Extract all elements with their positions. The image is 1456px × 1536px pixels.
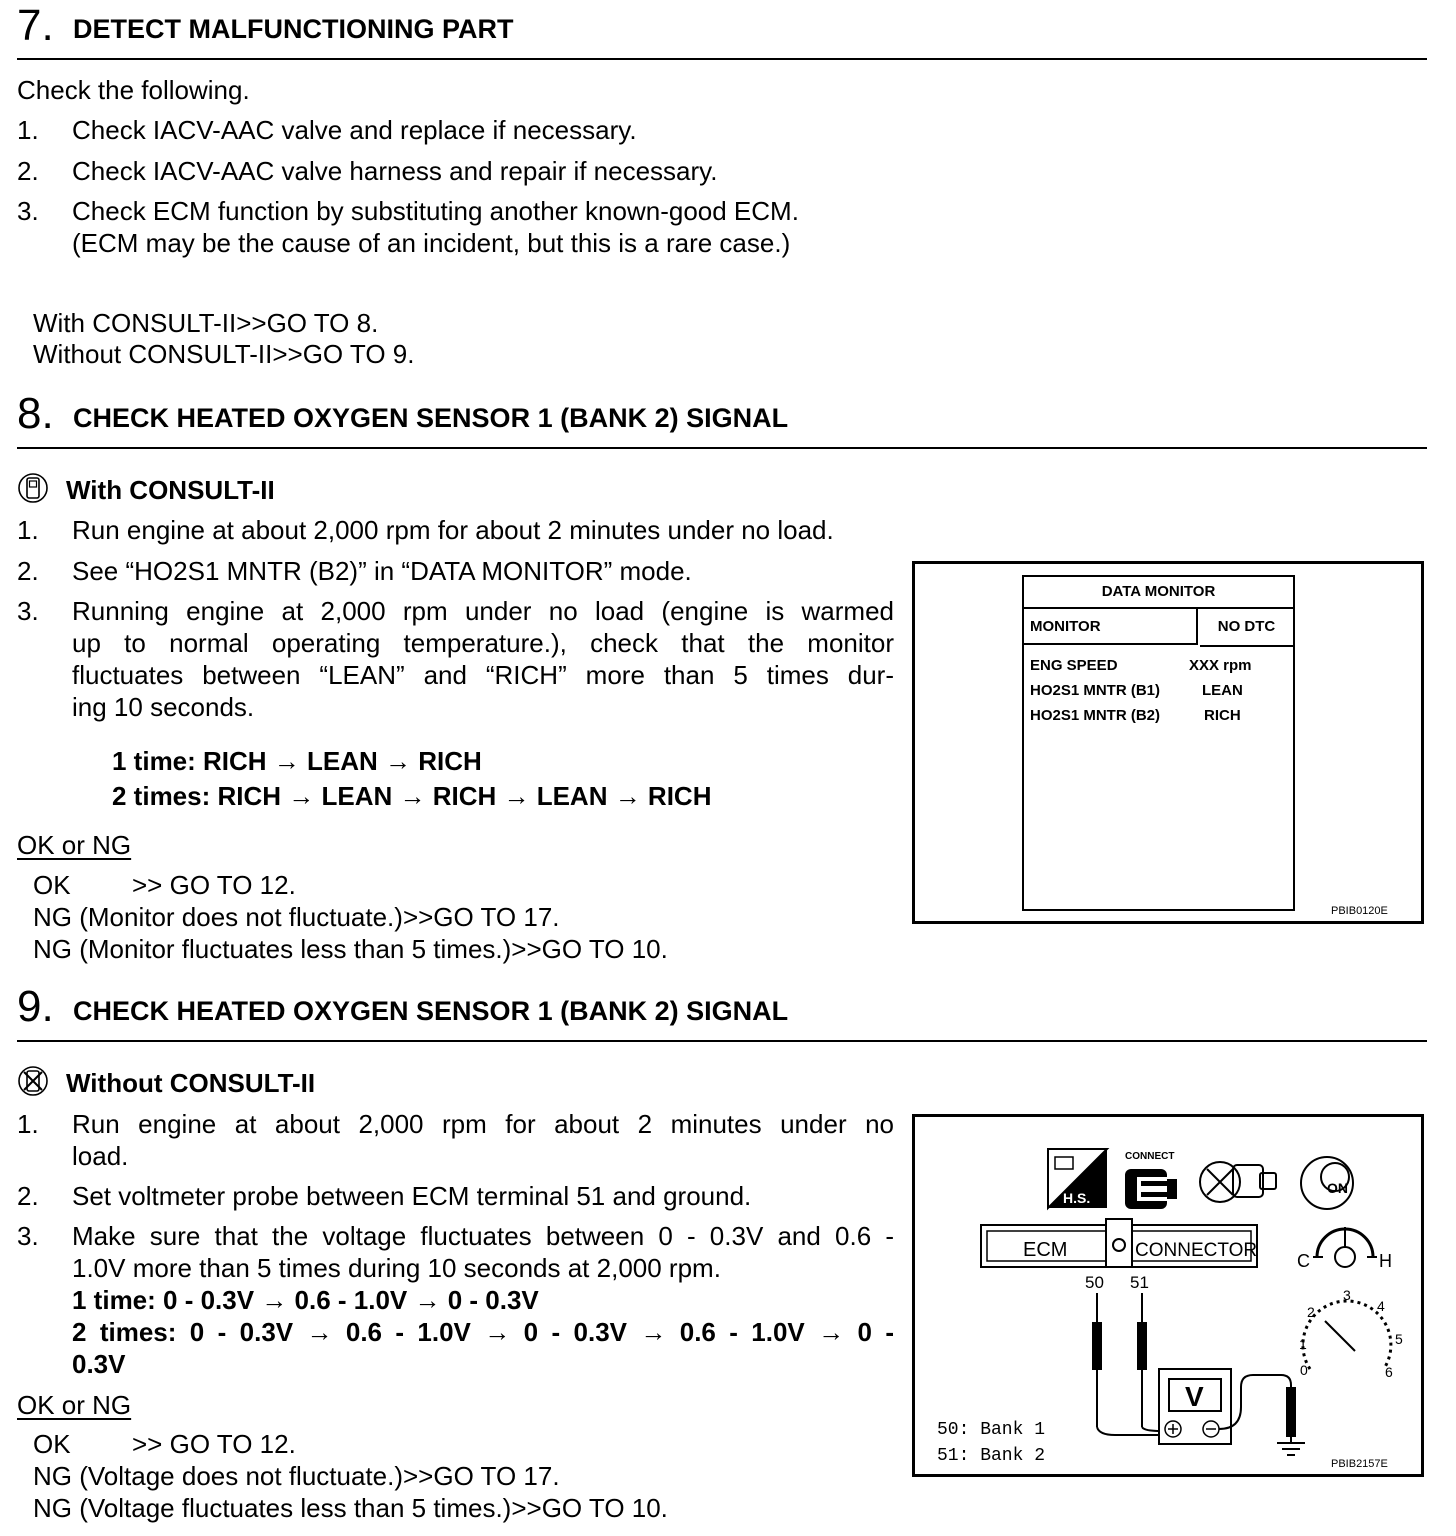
- monitor-row-label: ENG SPEED: [1030, 657, 1118, 674]
- step-9-title: CHECK HEATED OXYGEN SENSOR 1 (BANK 2) SIGNAL: [73, 996, 789, 1026]
- sequence-1: 1 time: 0 - 0.3V → 0.6 - 1.0V → 0 - 0.3V: [72, 1285, 539, 1315]
- list-item: See “HO2S1 MNTR (B2)” in “DATA MONITOR” mode.: [72, 556, 692, 586]
- ecm-label: ECM: [1023, 1239, 1068, 1261]
- ok-goto: >> GO TO 12.: [132, 1429, 296, 1459]
- figure-code: PBIB2157E: [1331, 1458, 1388, 1470]
- list-item-number: 3.: [17, 1221, 39, 1251]
- list-item-continuation: (ECM may be the cause of an incident, but this is a rare case.): [72, 228, 791, 258]
- tach-label: 0: [1300, 1362, 1308, 1378]
- monitor-row-value: LEAN: [1202, 682, 1243, 699]
- list-item-number: 2.: [17, 1181, 39, 1211]
- monitor-row-label: HO2S1 MNTR (B1): [1030, 682, 1161, 699]
- ok-or-ng-heading: OK or NG: [17, 830, 132, 860]
- temperature-gauge: [1297, 1227, 1392, 1271]
- tach-label: 5: [1395, 1331, 1403, 1347]
- list-item-continuation: up to normal operating temperature.), check that the monitor: [72, 628, 894, 658]
- figure-code: PBIB0120E: [1331, 905, 1388, 917]
- ok-label: OK: [33, 1429, 71, 1459]
- terminal-51-label: 51: [1130, 1273, 1149, 1292]
- divider: [17, 447, 1427, 449]
- ng-goto: NG (Monitor does not fluctuate.)>>GO TO 17.: [33, 902, 560, 932]
- ok-label: OK: [33, 870, 71, 900]
- goto-with-consult: With CONSULT-II>>GO TO 8.: [33, 308, 379, 338]
- list-item-continuation: 1.0V more than 5 times during 10 seconds at 2,000 rpm.: [72, 1253, 721, 1283]
- monitor-column: MONITOR: [1024, 609, 1198, 645]
- list-item-number: 3.: [17, 196, 39, 226]
- data-monitor-figure: [912, 561, 1424, 924]
- list-item-continuation: load.: [72, 1141, 129, 1171]
- consult-icon: [17, 472, 49, 504]
- monitor-row-value: RICH: [1204, 707, 1241, 724]
- volt-label: V: [1185, 1381, 1204, 1412]
- tach-label: 6: [1385, 1364, 1393, 1380]
- step-7-title: DETECT MALFUNCTIONING PART: [73, 14, 514, 44]
- step-9-number: 9.: [17, 982, 54, 1031]
- ok-goto: >> GO TO 12.: [132, 870, 296, 900]
- engine-icon: [1200, 1162, 1276, 1202]
- ecm-connector: [981, 1219, 1257, 1267]
- ng-goto: NG (Monitor fluctuates less than 5 times.)>>GO TO 10.: [33, 934, 668, 964]
- monitor-row-value: XXX rpm: [1189, 657, 1252, 674]
- mode-label: Without CONSULT-II: [66, 1068, 316, 1098]
- list-item-continuation: ing 10 seconds.: [72, 692, 255, 722]
- tach-label: 1: [1299, 1336, 1307, 1352]
- list-item: Make sure that the voltage fluctuates between 0 - 0.3V and 0.6 -: [72, 1221, 894, 1251]
- voltmeter: [1159, 1369, 1231, 1444]
- no-consult-icon: [17, 1065, 49, 1097]
- gauge-h-label: H: [1379, 1251, 1392, 1271]
- ng-goto: NG (Voltage fluctuates less than 5 times.)>>GO TO 10.: [33, 1493, 668, 1523]
- list-item-number: 3.: [17, 596, 39, 626]
- step-8-number: 8.: [17, 389, 54, 438]
- list-item: Run engine at about 2,000 rpm for about 2 minutes under no: [72, 1109, 894, 1139]
- sequence-2: 2 times: RICH → LEAN → RICH → LEAN → RICH: [112, 781, 712, 811]
- ground-symbol: [1277, 1435, 1305, 1455]
- legend-bank-1: 50: Bank 1: [937, 1420, 1046, 1440]
- list-item-continuation: fluctuates between “LEAN” and “RICH” more than 5 times dur-: [72, 660, 894, 690]
- list-item-number: 1.: [17, 1109, 39, 1139]
- terminal-50-label: 50: [1085, 1273, 1104, 1292]
- monitor-row-label: HO2S1 MNTR (B2): [1030, 707, 1161, 724]
- divider: [17, 1040, 1427, 1042]
- list-item-number: 2.: [17, 156, 39, 186]
- ignition-on-icon: [1301, 1157, 1353, 1209]
- tach-label: 2: [1307, 1304, 1315, 1320]
- data-monitor-screen: [1022, 575, 1295, 911]
- step-8-title: CHECK HEATED OXYGEN SENSOR 1 (BANK 2) SIGNAL: [73, 403, 789, 433]
- list-item-number: 2.: [17, 556, 39, 586]
- list-item: Check ECM function by substituting another known-good ECM.: [72, 196, 799, 226]
- sequence-2-continuation: 0.3V: [72, 1349, 126, 1379]
- data-monitor-header: DATA MONITOR: [1024, 577, 1293, 609]
- ng-goto: NG (Voltage does not fluctuate.)>>GO TO 17.: [33, 1461, 560, 1491]
- on-label: ON: [1327, 1180, 1348, 1196]
- list-item-number: 1.: [17, 115, 39, 145]
- step-7-intro: Check the following.: [17, 75, 250, 105]
- list-item-number: 1.: [17, 515, 39, 545]
- tach-label: 4: [1377, 1298, 1385, 1314]
- tools-icon: [1048, 1149, 1107, 1208]
- goto-without-consult: Without CONSULT-II>>GO TO 9.: [33, 339, 415, 369]
- mode-label: With CONSULT-II: [66, 475, 275, 505]
- divider: [17, 58, 1427, 60]
- voltmeter-figure: [912, 1114, 1424, 1477]
- no-dtc-column: NO DTC: [1200, 609, 1293, 647]
- legend-bank-2: 51: Bank 2: [937, 1446, 1046, 1466]
- list-item: Check IACV-AAC valve and replace if necessary.: [72, 115, 637, 145]
- tach-label: 3: [1343, 1287, 1351, 1303]
- step-7-number: 7.: [17, 1, 54, 50]
- hs-label: H.S.: [1063, 1190, 1091, 1206]
- list-item: Running engine at 2,000 rpm under no load (engine is warmed: [72, 596, 894, 626]
- connect-label: CONNECT: [1125, 1151, 1175, 1162]
- list-item: Check IACV-AAC valve harness and repair if necessary.: [72, 156, 718, 186]
- sequence-2: 2 times: 0 - 0.3V → 0.6 - 1.0V → 0 - 0.3V → 0.6 - 1.0V → 0 -: [72, 1317, 894, 1347]
- list-item: Set voltmeter probe between ECM terminal 51 and ground.: [72, 1181, 752, 1211]
- tachometer: [1299, 1287, 1403, 1380]
- sequence-1: 1 time: RICH → LEAN → RICH: [112, 746, 482, 776]
- ok-or-ng-heading: OK or NG: [17, 1390, 132, 1420]
- connector-label: CONNECTOR: [1135, 1240, 1258, 1261]
- connector-icon: [1125, 1151, 1177, 1209]
- list-item: Run engine at about 2,000 rpm for about 2 minutes under no load.: [72, 515, 834, 545]
- voltmeter-diagram: [915, 1117, 1421, 1474]
- gauge-c-label: C: [1297, 1251, 1310, 1271]
